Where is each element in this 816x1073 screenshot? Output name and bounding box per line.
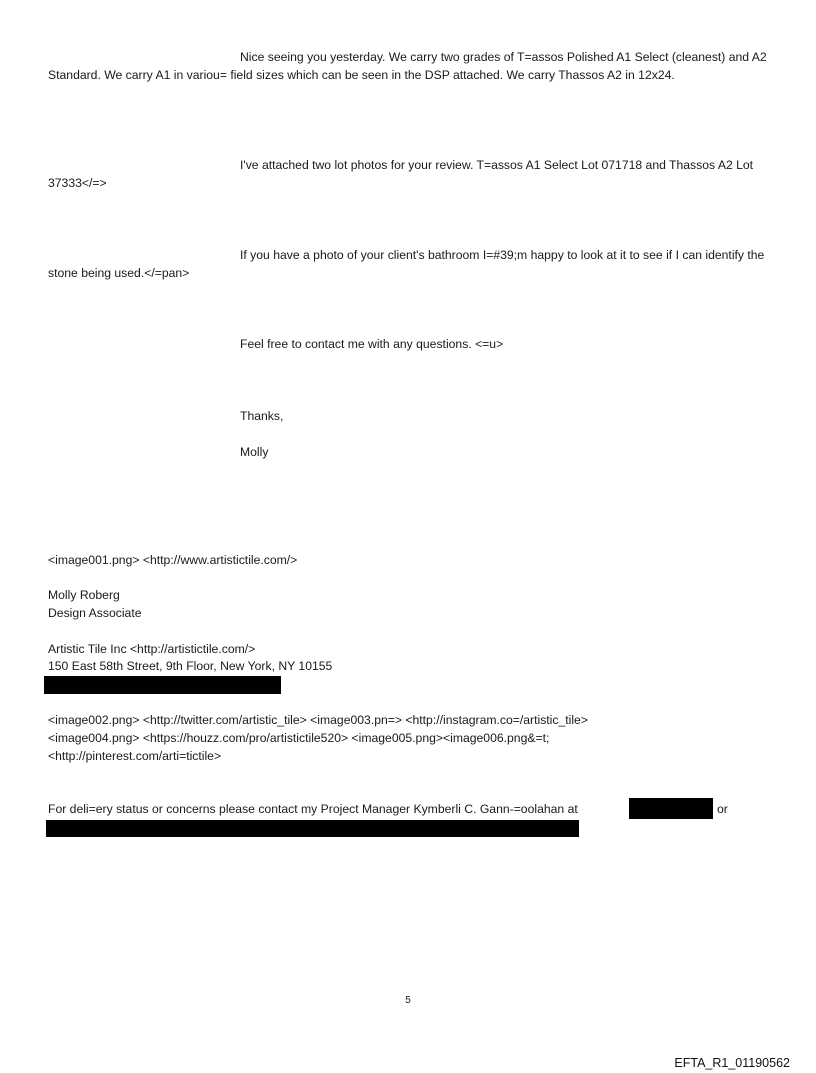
paragraph-2-text: I've attached two lot photos for your review. T=assos A1 Select Lot 071718 and Thassos A2 Lot 37333</=> bbox=[48, 158, 754, 190]
signature-social-line-1: <image002.png> <http://twitter.com/artistic_tile> <image003.pn=> <http://instagram.co=/artistic_tile> bbox=[48, 713, 588, 727]
redaction-block bbox=[44, 676, 281, 694]
delivery-contact-text: For deli=ery status or concerns please contact my Project Manager Kymberli C. Gann-=oolahan at bbox=[48, 802, 578, 816]
email-sender-first-name: Molly bbox=[240, 445, 269, 459]
document-id: EFTA_R1_01190562 bbox=[674, 1056, 790, 1070]
signature-address: 150 East 58th Street, 9th Floor, New York, NY 10155 bbox=[48, 659, 333, 673]
email-closing: Thanks, bbox=[240, 409, 284, 423]
paragraph-3-text: If you have a photo of your client's bathroom I=#39;m happy to look at it to see if I can identify the stone being used.</=pan> bbox=[48, 248, 765, 280]
signature-name: Molly Roberg bbox=[48, 588, 120, 602]
email-paragraph-2 bbox=[48, 156, 778, 192]
redaction-block bbox=[629, 798, 713, 819]
signature-social-line-2: <image004.png> <https://houzz.com/pro/artistictile520> <image005.png><image006.png&=t; bbox=[48, 731, 550, 745]
signature-logo-line: <image001.png> <http://www.artistictile.com/> bbox=[48, 553, 298, 567]
email-paragraph-1 bbox=[48, 48, 778, 84]
redaction-block bbox=[46, 820, 579, 837]
signature-company-line: Artistic Tile Inc <http://artistictile.com/> bbox=[48, 642, 256, 656]
paragraph-1-text: Nice seeing you yesterday. We carry two grades of T=assos Polished A1 Select (cleanest) and A2 Standard. We carry A1 in variou= field sizes which can be seen in the DSP attached. We carry Thassos A2 in 12x24. bbox=[48, 50, 767, 82]
signature-social-line-3: <http://pinterest.com/arti=tictile> bbox=[48, 749, 222, 763]
signature-title: Design Associate bbox=[48, 606, 142, 620]
page-number: 5 bbox=[405, 995, 411, 1006]
email-paragraph-3 bbox=[48, 246, 778, 282]
email-paragraph-4: Feel free to contact me with any questions. <=u> bbox=[240, 337, 504, 351]
delivery-or-text: or bbox=[717, 802, 728, 816]
